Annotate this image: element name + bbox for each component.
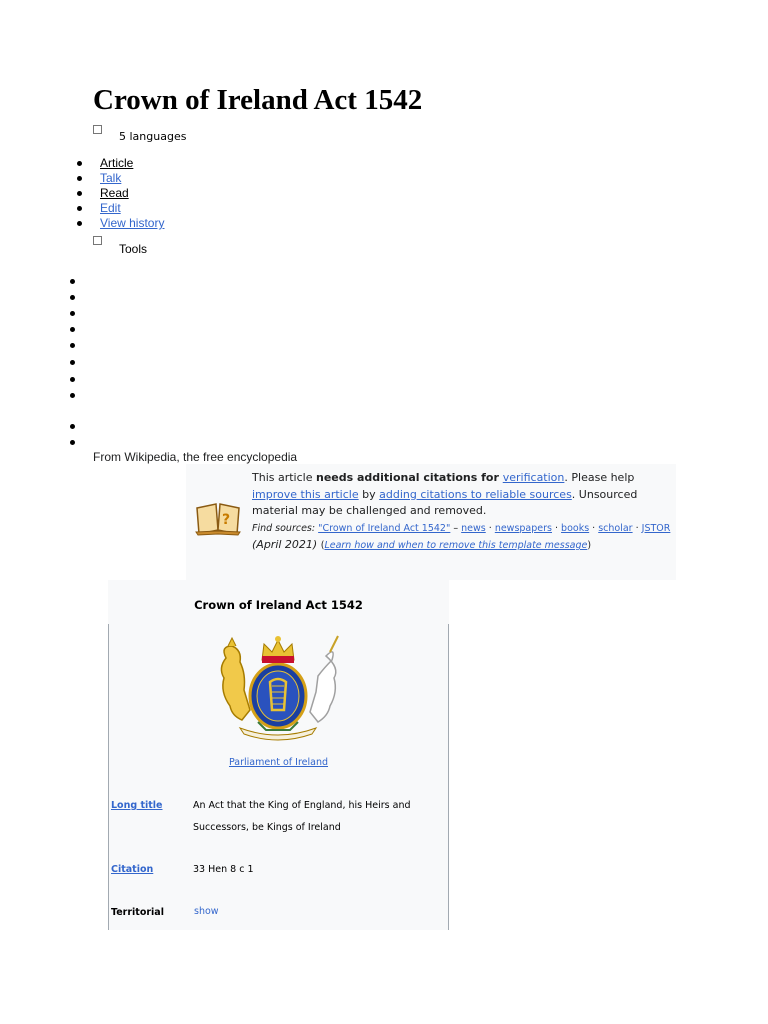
separator: · bbox=[485, 522, 495, 534]
tab-article[interactable] bbox=[100, 156, 133, 170]
tab-talk[interactable] bbox=[100, 171, 121, 185]
territorial-label: Territorial bbox=[111, 907, 164, 918]
tools-checkbox[interactable] bbox=[93, 236, 102, 245]
tab-article-link[interactable]: Article bbox=[100, 156, 134, 170]
paren: ) bbox=[587, 540, 592, 551]
language-label[interactable]: 5 languages bbox=[119, 130, 187, 143]
empty-list-bullet bbox=[70, 440, 75, 445]
infobox-parliament bbox=[108, 757, 449, 768]
notice-text: . Unsourced material may be challenged and removed. bbox=[252, 487, 638, 517]
adding-citations-link[interactable]: adding citations to reliable sources bbox=[379, 487, 572, 501]
tools-menu[interactable] bbox=[93, 234, 213, 254]
territorial-show-toggle[interactable]: show bbox=[194, 906, 219, 917]
tab-read[interactable] bbox=[100, 186, 129, 200]
find-sources-label: Find sources: bbox=[252, 522, 316, 534]
svg-text:?: ? bbox=[222, 512, 231, 528]
separator: · bbox=[589, 522, 599, 534]
coat-of-arms-image[interactable] bbox=[206, 630, 350, 742]
site-subtitle: From Wikipedia, the free encyclopedia bbox=[93, 450, 298, 464]
long-title-label bbox=[111, 800, 163, 811]
empty-list-bullet bbox=[70, 279, 75, 284]
scholar-link[interactable]: scholar bbox=[598, 522, 633, 534]
news-link[interactable]: news bbox=[461, 522, 486, 534]
citation-label bbox=[111, 864, 153, 875]
improve-article-link[interactable]: improve this article bbox=[252, 487, 359, 501]
tab-view-history[interactable] bbox=[100, 216, 164, 230]
infobox-caption: Crown of Ireland Act 1542 bbox=[194, 598, 363, 612]
separator: · bbox=[551, 522, 562, 534]
parliament-of-ireland-link[interactable]: Parliament of Ireland bbox=[228, 757, 329, 768]
citation-link[interactable]: Citation bbox=[111, 864, 154, 875]
empty-list-bullet bbox=[70, 295, 75, 300]
separator: · bbox=[632, 522, 642, 534]
empty-list-bullet bbox=[70, 327, 75, 332]
empty-list-bullet bbox=[70, 377, 75, 382]
tab-edit-link[interactable]: Edit bbox=[100, 201, 121, 215]
bullet bbox=[77, 176, 82, 181]
jstor-link[interactable]: JSTOR bbox=[641, 522, 671, 534]
citation-value: 33 Hen 8 c 1 bbox=[193, 864, 254, 875]
notice-text: This article bbox=[252, 471, 316, 484]
empty-list-bullet bbox=[70, 393, 75, 398]
books-link[interactable]: books bbox=[561, 522, 590, 534]
search-query-link[interactable]: "Crown of Ireland Act 1542" bbox=[318, 522, 451, 534]
empty-list-bullet bbox=[70, 343, 75, 348]
book-icon bbox=[194, 498, 242, 536]
notice-text: by bbox=[358, 487, 380, 501]
empty-list-bullet bbox=[70, 424, 75, 429]
bullet bbox=[77, 221, 82, 226]
tools-label[interactable]: Tools bbox=[119, 242, 148, 256]
tab-talk-link[interactable]: Talk bbox=[100, 171, 122, 185]
notice-bold-text: needs additional citations for bbox=[315, 471, 503, 484]
paren: ( bbox=[320, 540, 325, 551]
language-checkbox[interactable] bbox=[93, 125, 102, 134]
bullet bbox=[77, 161, 82, 166]
long-title-value: An Act that the King of England, his Heirs and Successors, be Kings of Ireland bbox=[193, 800, 411, 833]
find-sources-line bbox=[252, 523, 670, 534]
learn-how-link[interactable]: Learn how and when to remove this template message bbox=[324, 540, 588, 551]
long-title-link[interactable]: Long title bbox=[111, 800, 163, 811]
page-title: Crown of Ireland Act 1542 bbox=[93, 84, 423, 116]
citation-notice-text bbox=[252, 470, 672, 555]
verification-link[interactable]: verification bbox=[502, 471, 565, 484]
tab-read-link[interactable]: Read bbox=[100, 186, 129, 200]
tab-view-history-link[interactable]: View history bbox=[100, 216, 165, 230]
bullet bbox=[77, 206, 82, 211]
empty-list-bullet bbox=[70, 311, 75, 316]
notice-date: (April 2021) bbox=[252, 538, 321, 551]
tab-edit[interactable] bbox=[100, 201, 121, 215]
empty-list-bullet bbox=[70, 360, 75, 365]
bullet bbox=[77, 191, 82, 196]
notice-text: . Please help bbox=[564, 471, 635, 484]
newspapers-link[interactable]: newspapers bbox=[494, 522, 552, 534]
separator: – bbox=[450, 522, 462, 534]
